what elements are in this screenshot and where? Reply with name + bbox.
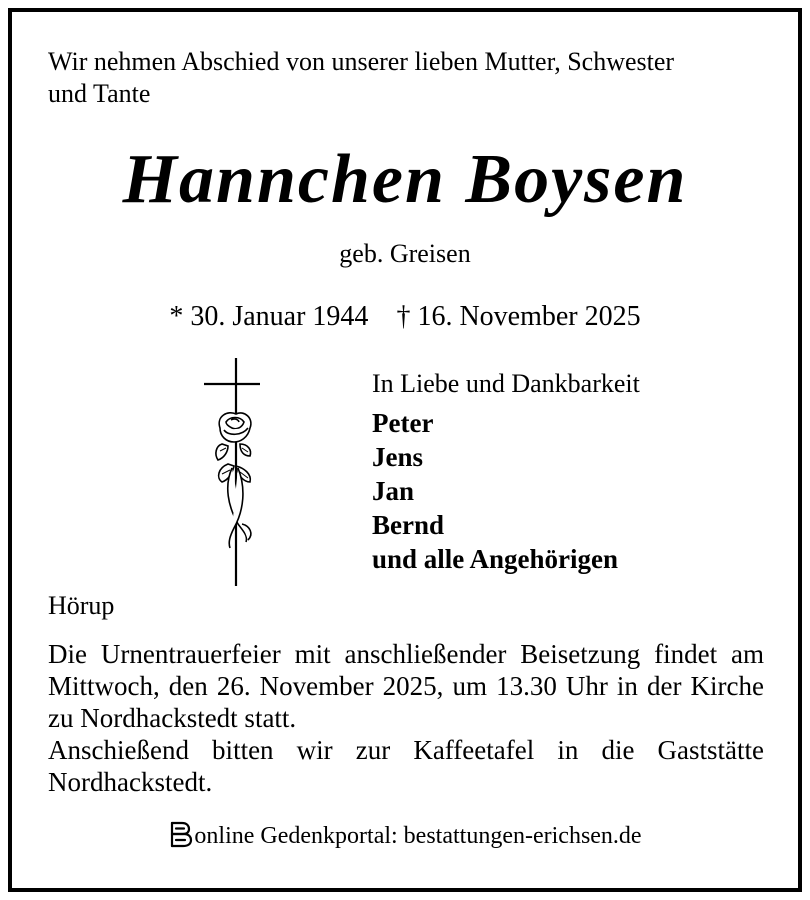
memorial-portal-line <box>0 820 810 852</box>
mourner-name: Peter <box>372 408 434 438</box>
service-paragraph-1: Die Urnentrauerfeier mit anschließender Beisetzung findet am Mittwoch, den 26. November 2025, um 13.30 Uhr in der Kirche zu Nordhackstedt statt. <box>48 639 764 733</box>
life-dates <box>0 300 810 334</box>
death-date: † 16. November 2025 <box>396 301 641 332</box>
maiden-name: geb. Greisen <box>339 239 471 268</box>
mourner-name: und alle Angehörigen <box>372 544 619 574</box>
farewell-intro <box>48 46 768 110</box>
intro-line-1: Wir nehmen Abschied von unserer lieben Mutter, Schwester <box>48 47 675 76</box>
gratitude-line: In Liebe und Dankbarkeit <box>372 369 640 398</box>
mourners-block <box>372 368 640 576</box>
place-name: Hörup <box>48 591 115 620</box>
birth-date: * 30. Januar 1944 <box>169 301 369 332</box>
portal-text: online Gedenkportal: bestattungen-erichsen.de <box>194 823 642 849</box>
mourner-name: Jens <box>372 442 424 472</box>
mourner-name: Bernd <box>372 510 445 540</box>
funeral-home-logo-icon <box>168 820 194 848</box>
intro-line-2: und Tante <box>48 79 151 108</box>
service-details <box>48 638 764 798</box>
cross-with-rose-icon <box>198 356 268 588</box>
deceased-name: Hannchen Boysen <box>122 141 688 218</box>
service-paragraph-2: Anschießend bitten wir zur Kaffeetafel in die Gaststätte Nordhackstedt. <box>48 735 764 797</box>
mourner-name: Jan <box>372 476 415 506</box>
